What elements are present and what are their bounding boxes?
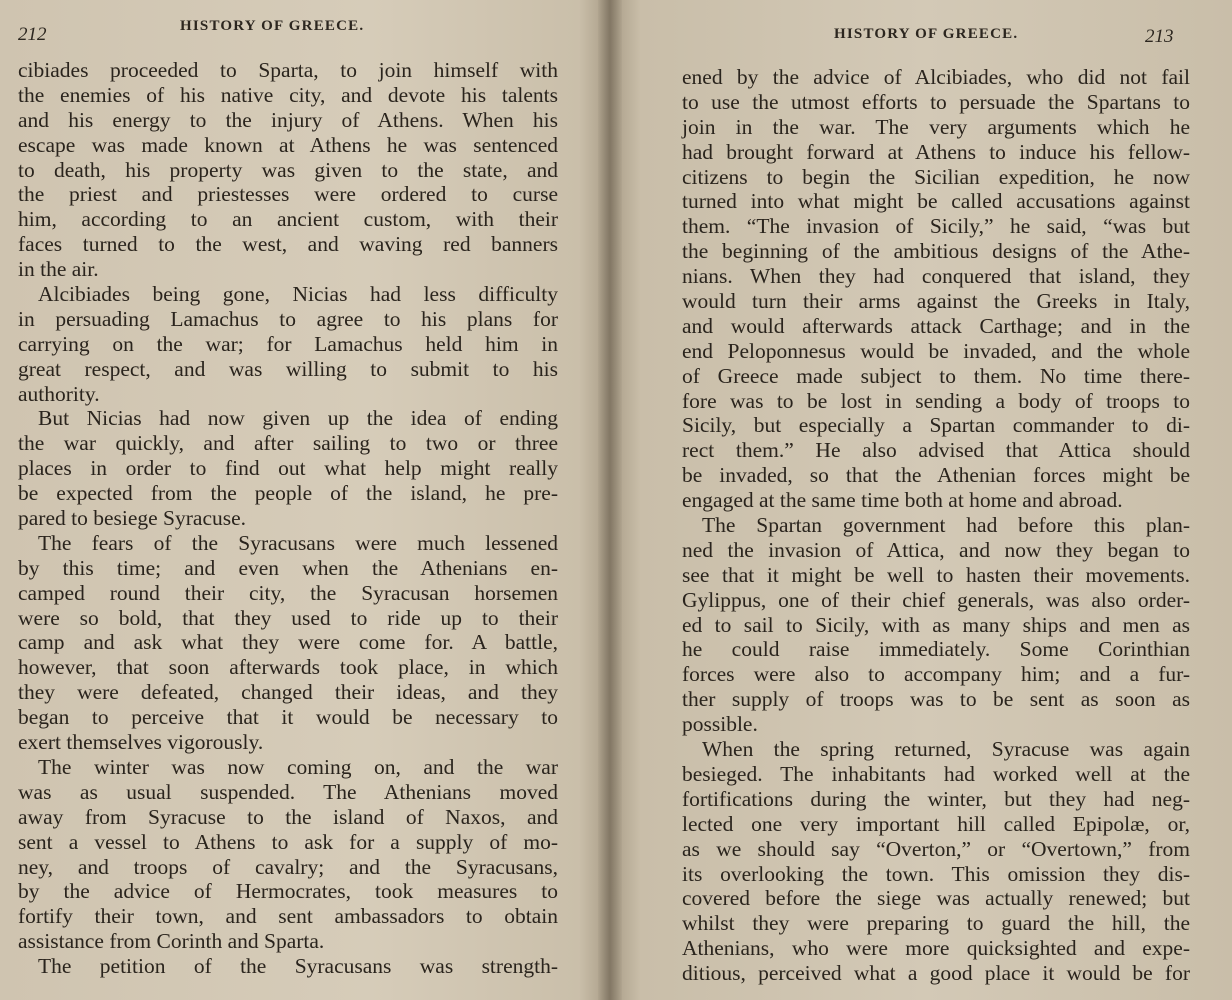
text-line: The petition of the Syracusans was strength- [38, 954, 558, 979]
text-line: ed to sail to Sicily, with as many ships and men as [682, 612, 1190, 637]
text-line: was as usual suspended. The Athenians moved [18, 779, 558, 804]
text-line: its overlooking the town. This omission they dis- [682, 861, 1190, 886]
text-line: began to perceive that it would be necessary to [18, 705, 558, 730]
text-line: possible. [682, 712, 758, 737]
text-line: ned the invasion of Attica, and now they began to [682, 537, 1190, 562]
text-line: exert themselves vigorously. [18, 730, 264, 755]
text-line: the priest and priestesses were ordered to curse [18, 182, 558, 207]
book-gutter [598, 0, 622, 1000]
text-line: in persuading Lamachus to agree to his plans for [18, 306, 558, 331]
text-line: to death, his property was given to the state, and [18, 157, 558, 182]
text-line: rect them.” He also advised that Attica should [682, 438, 1190, 463]
text-line: would turn their arms against the Greeks in Italy, [682, 289, 1190, 314]
text-line: carrying on the war; for Lamachus held him in [18, 331, 558, 356]
text-line: authority. [18, 381, 100, 406]
text-line: the enemies of his native city, and devote his talents [18, 82, 558, 107]
text-line: him, according to an ancient custom, with their [18, 207, 558, 232]
text-line: When the spring returned, Syracuse was again [702, 737, 1190, 762]
text-line: away from Syracuse to the island of Naxos, and [18, 804, 558, 829]
text-line: camp and ask what they were come for. A battle, [18, 630, 558, 655]
text-line: to use the utmost efforts to persuade the Spartans to [682, 89, 1190, 114]
text-line: engaged at the same time both at home and abroad. [682, 488, 1123, 513]
body-text [18, 58, 558, 979]
text-line: the war quickly, and after sailing to two or three [18, 431, 558, 456]
text-line: by the advice of Hermocrates, took measures to [18, 879, 558, 904]
body-text [682, 65, 1190, 986]
text-line: he could raise immediately. Some Corinthian [682, 637, 1190, 662]
text-line: be invaded, so that the Athenian forces might be [682, 463, 1190, 488]
text-line: them. “The invasion of Sicily,” he said, “was but [682, 214, 1190, 239]
text-line: The fears of the Syracusans were much lessened [38, 530, 558, 555]
text-line: in the air. [18, 257, 99, 282]
text-line: the beginning of the ambitious designs of the Athe- [682, 239, 1190, 264]
running-head: HISTORY OF GREECE. [834, 26, 1019, 42]
text-line: turned into what might be called accusations against [682, 189, 1190, 214]
text-line: covered before the siege was actually renewed; but [682, 886, 1190, 911]
text-line: camped round their city, the Syracusan horsemen [18, 580, 558, 605]
text-line: had brought forward at Athens to induce his fellow- [682, 139, 1190, 164]
text-line: be expected from the people of the island, he pre- [18, 481, 558, 506]
text-line: cibiades proceeded to Sparta, to join himself with [18, 58, 558, 82]
text-line: ther supply of troops was to be sent as soon as [682, 687, 1190, 712]
text-line: assistance from Corinth and Sparta. [18, 929, 325, 954]
text-line: of Greece made subject to them. No time there- [682, 363, 1190, 388]
text-line: fortifications during the winter, but they had neg- [682, 786, 1190, 811]
text-line: great respect, and was willing to submit to his [18, 356, 558, 381]
text-line: But Nicias had now given up the idea of ending [38, 406, 558, 431]
text-line: and his energy to the injury of Athens. When his [18, 107, 558, 132]
text-line: escape was made known at Athens he was sentenced [18, 132, 558, 157]
left-page [0, 0, 600, 1000]
text-line: join in the war. The very arguments which he [682, 114, 1190, 139]
text-line: fortify their town, and sent ambassadors to obtain [18, 904, 558, 929]
text-line: The Spartan government had before this plan- [702, 513, 1190, 538]
text-line: whilst they were preparing to guard the hill, the [682, 911, 1190, 936]
text-line: citizens to begin the Sicilian expedition, he now [682, 164, 1190, 189]
running-head: HISTORY OF GREECE. [180, 18, 365, 34]
text-line: faces turned to the west, and waving red banners [18, 232, 558, 257]
text-line: see that it might be well to hasten their movements. [682, 562, 1190, 587]
page-number: 213 [1145, 26, 1174, 47]
text-line: forces were also to accompany him; and a fur- [682, 662, 1190, 687]
text-line: ened by the advice of Alcibiades, who did not fail [682, 65, 1190, 89]
text-line: Gylippus, one of their chief generals, was also order- [682, 587, 1190, 612]
text-line: Sicily, but especially a Spartan commander to di- [682, 413, 1190, 438]
text-line: ney, and troops of cavalry; and the Syracusans, [18, 854, 558, 879]
text-line: and would afterwards attack Carthage; and in the [682, 313, 1190, 338]
text-line: were so bold, that they used to ride up to their [18, 605, 558, 630]
text-line: fore was to be lost in sending a body of troops to [682, 388, 1190, 413]
text-line: Athenians, who were more quicksighted and expe- [682, 936, 1190, 961]
text-line: nians. When they had conquered that island, they [682, 264, 1190, 289]
text-line: ditious, perceived what a good place it would be for [682, 961, 1190, 986]
text-line: they were defeated, changed their ideas, and they [18, 680, 558, 705]
text-line: besieged. The inhabitants had worked well at the [682, 761, 1190, 786]
text-line: Alcibiades being gone, Nicias had less difficulty [38, 282, 558, 307]
page-number: 212 [18, 24, 47, 45]
text-line: sent a vessel to Athens to ask for a supply of mo- [18, 829, 558, 854]
text-line: pared to besiege Syracuse. [18, 506, 247, 531]
text-line: however, that soon afterwards took place, in which [18, 655, 558, 680]
right-page [620, 0, 1232, 1000]
text-line: places in order to find out what help might really [18, 456, 558, 481]
text-line: end Peloponnesus would be invaded, and the whole [682, 338, 1190, 363]
text-line: lected one very important hill called Epipolæ, or, [682, 811, 1190, 836]
text-line: The winter was now coming on, and the war [38, 754, 558, 779]
text-line: as we should say “Overton,” or “Overtown,” from [682, 836, 1190, 861]
text-line: by this time; and even when the Athenians en- [18, 555, 558, 580]
